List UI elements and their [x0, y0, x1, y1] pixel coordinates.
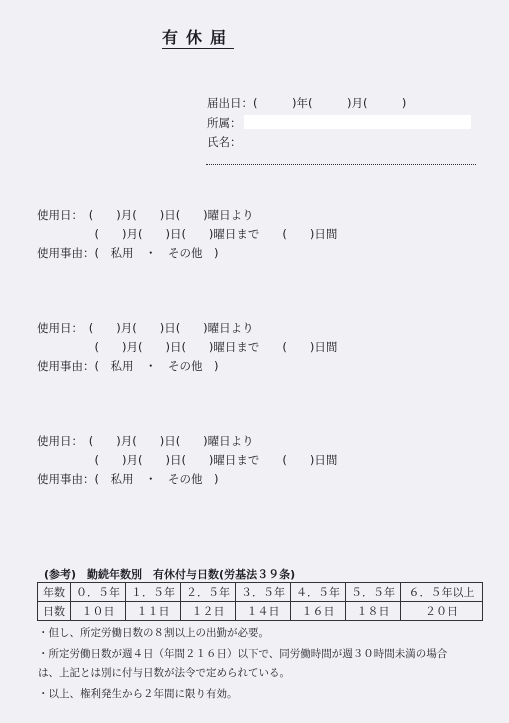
usage-reason: 使用事由：( 私用 ・ その他 )	[37, 472, 219, 486]
usage-reason: 使用事由：( 私用 ・ その他 )	[37, 359, 219, 373]
years-cell: ５．５年	[346, 583, 401, 602]
note-line: は、上記とは別に付与日数が法令で定められている。	[38, 667, 290, 679]
note-line: ・以上、権利発生から２年間に限り有効。	[38, 688, 238, 700]
usage-reason: 使用事由：( 私用 ・ その他 )	[37, 246, 219, 260]
form-title: 有休届	[162, 28, 235, 47]
years-header: 年数	[38, 583, 71, 602]
note-line: ・所定労働日数が週４日（年間２１６日）以下で、同労働時間が週３０時間未満の場合	[38, 648, 448, 660]
days-cell: １１日	[126, 602, 181, 621]
days-cell: １２日	[181, 602, 236, 621]
leave-grant-table	[37, 582, 483, 621]
days-cell: １４日	[236, 602, 291, 621]
usage-date-from: 使用日： ( )月( )日( )曜日より	[37, 208, 254, 222]
usage-date-from: 使用日： ( )月( )日( )曜日より	[37, 434, 254, 448]
affiliation-label: 所属：	[207, 116, 242, 130]
usage-date-until: ( )月( )日( )曜日まで ( )日間	[37, 453, 338, 467]
table-row	[38, 583, 483, 602]
days-header: 日数	[38, 602, 71, 621]
name-signature-line	[206, 164, 476, 165]
days-cell: ２０日	[401, 602, 483, 621]
note-line: ・但し、所定労働日数の８割以上の出勤が必要。	[38, 627, 269, 639]
years-cell: ６．５年以上	[401, 583, 483, 602]
usage-date-from: 使用日： ( )月( )日( )曜日より	[37, 321, 254, 335]
table-row	[38, 602, 483, 621]
name-label: 氏名：	[207, 135, 242, 149]
days-cell: １６日	[291, 602, 346, 621]
years-cell: ２．５年	[181, 583, 236, 602]
days-cell: １０日	[71, 602, 126, 621]
affiliation-field[interactable]	[244, 115, 471, 129]
submission-date-line: 届出日：( )年( )月( )	[207, 96, 407, 110]
usage-date-until: ( )月( )日( )曜日まで ( )日間	[37, 227, 338, 241]
years-cell: ４．５年	[291, 583, 346, 602]
reference-title: (参考) 勤続年数別 有休付与日数(労基法３９条)	[44, 568, 296, 581]
years-cell: １．５年	[126, 583, 181, 602]
usage-date-until: ( )月( )日( )曜日まで ( )日間	[37, 340, 338, 354]
days-cell: １８日	[346, 602, 401, 621]
years-cell: ３．５年	[236, 583, 291, 602]
years-cell: ０．５年	[71, 583, 126, 602]
